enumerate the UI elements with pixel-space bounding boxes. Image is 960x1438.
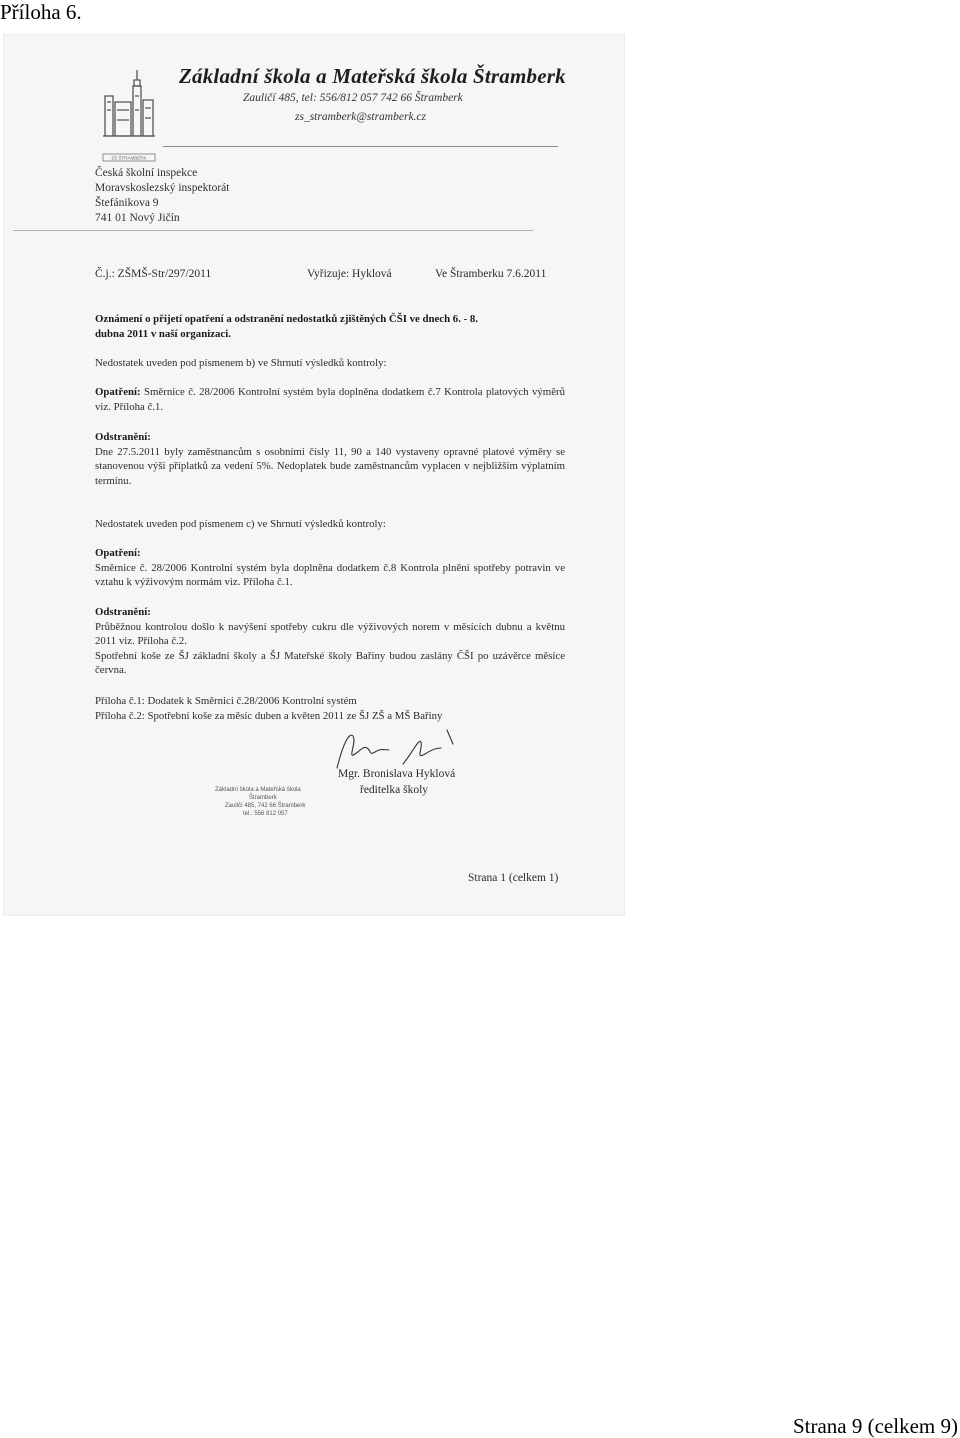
removal-c-text2: Spotřební koše ze ŠJ základní školy a ŠJ Mateřské školy Bařiny budou zaslány ČŠI po uzávěrce měsíce června. <box>95 649 565 676</box>
scan-page-count: Strana 1 (celkem 1) <box>468 872 559 884</box>
subject <box>95 312 565 341</box>
recipient-address <box>95 166 229 226</box>
measure-c <box>95 546 565 590</box>
stamp-line: Štramberk <box>249 795 277 801</box>
stamp-line: Základní škola a Mateřská škola <box>215 787 301 793</box>
attachments <box>95 694 565 723</box>
removal-b-text: Dne 27.5.2011 byly zaměstnancům s osobními čísly 11, 90 a 140 vystaveny opravné platové výměry se stanovenou výši příplatků za vedení 5%. Nedoplatek bude zaměstnancům vyplacen v nejbližším výplatním termínu. <box>95 445 565 487</box>
signer-block <box>338 766 455 798</box>
deficiency-c-heading <box>95 517 565 532</box>
header-rule <box>163 146 558 147</box>
deficiency-b-heading <box>95 356 565 371</box>
removal-c-label: Odstranění: <box>95 606 151 618</box>
handled-by: Vyřizuje: Hyklová <box>307 268 392 280</box>
recipient-line: Česká školní inspekce <box>95 167 198 179</box>
school-email: zs_stramberk@stramberk.cz <box>295 111 427 123</box>
signer-name: Mgr. Bronislava Hyklová <box>338 768 456 780</box>
removal-c-text1: Průběžnou kontrolou došlo k navýšení spotřeby cukru dle výživových norem v měsících dubnu a květnu 2011 viz. Příloha č.2. <box>95 620 565 647</box>
recipient-line: 741 01 Nový Jičín <box>95 212 180 224</box>
removal-c <box>95 605 565 678</box>
measure-c-label: Opatření: <box>95 547 141 559</box>
recipient-rule <box>13 230 533 231</box>
signer-title: ředitelka školy <box>360 784 429 796</box>
page-heading: Příloha 6. <box>0 0 82 24</box>
castle-tower-logo-icon <box>101 66 157 166</box>
subject-line: dubna 2011 v naší organizaci. <box>95 327 231 340</box>
page-footer: Strana 9 (celkem 9) <box>792 1414 958 1438</box>
attachment-1: Příloha č.1: Dodatek k Směrnici č.28/2006 Kontrolní systém <box>95 695 357 707</box>
logo-caption: ZŠ ŠTRAMBERK <box>111 155 147 161</box>
recipient-line: Moravskoslezský inspektorát <box>95 182 230 194</box>
stamp-line: Zauličí 485, 742 66 Štramberk <box>225 803 306 809</box>
deficiency-c-text: Nedostatek uveden pod písmenem c) ve Shrnutí výsledků kontroly: <box>95 518 386 530</box>
deficiency-b-text: Nedostatek uveden pod písmenem b) ve Shrnutí výsledků kontroly: <box>95 357 387 369</box>
measure-c-text: Směrnice č. 28/2006 Kontrolní systém byla doplněna dodatkem č.8 Kontrola plnění spotřeby potravin ve vztahu k výživovým normám viz. Příloha č.1. <box>95 561 565 588</box>
measure-b-label: Opatření: <box>95 386 141 398</box>
scanned-letter <box>3 34 625 916</box>
removal-b-label: Odstranění: <box>95 431 151 443</box>
measure-b <box>95 385 565 414</box>
recipient-line: Štefánikova 9 <box>95 197 159 209</box>
attachment-2: Příloha č.2: Spotřební koše za měsíc duben a květen 2011 ze ŠJ ZŠ a MŠ Bařiny <box>95 709 443 722</box>
measure-b-text: Směrnice č. 28/2006 Kontrolní systém byla doplněna dodatkem č.7 Kontrola platových výměrů viz. Příloha č.1. <box>95 386 565 413</box>
removal-b <box>95 430 565 488</box>
school-address: Zauličí 485, tel: 556/812 057 742 66 Štramberk <box>243 92 463 104</box>
school-name: Základní škola a Mateřská škola Štramberk <box>179 64 566 88</box>
place-date: Ve Štramberku 7.6.2011 <box>435 268 547 280</box>
handwritten-signature <box>333 724 473 772</box>
school-stamp <box>215 786 305 818</box>
stamp-line: tel.: 556 812 057 <box>243 811 288 817</box>
reference-number: Č.j.: ZŠMŠ-Str/297/2011 <box>95 268 212 280</box>
subject-line: Oznámení o přijetí opatření a odstranění nedostatků zjištěných ČŠI ve dnech 6. - 8. <box>95 313 478 325</box>
